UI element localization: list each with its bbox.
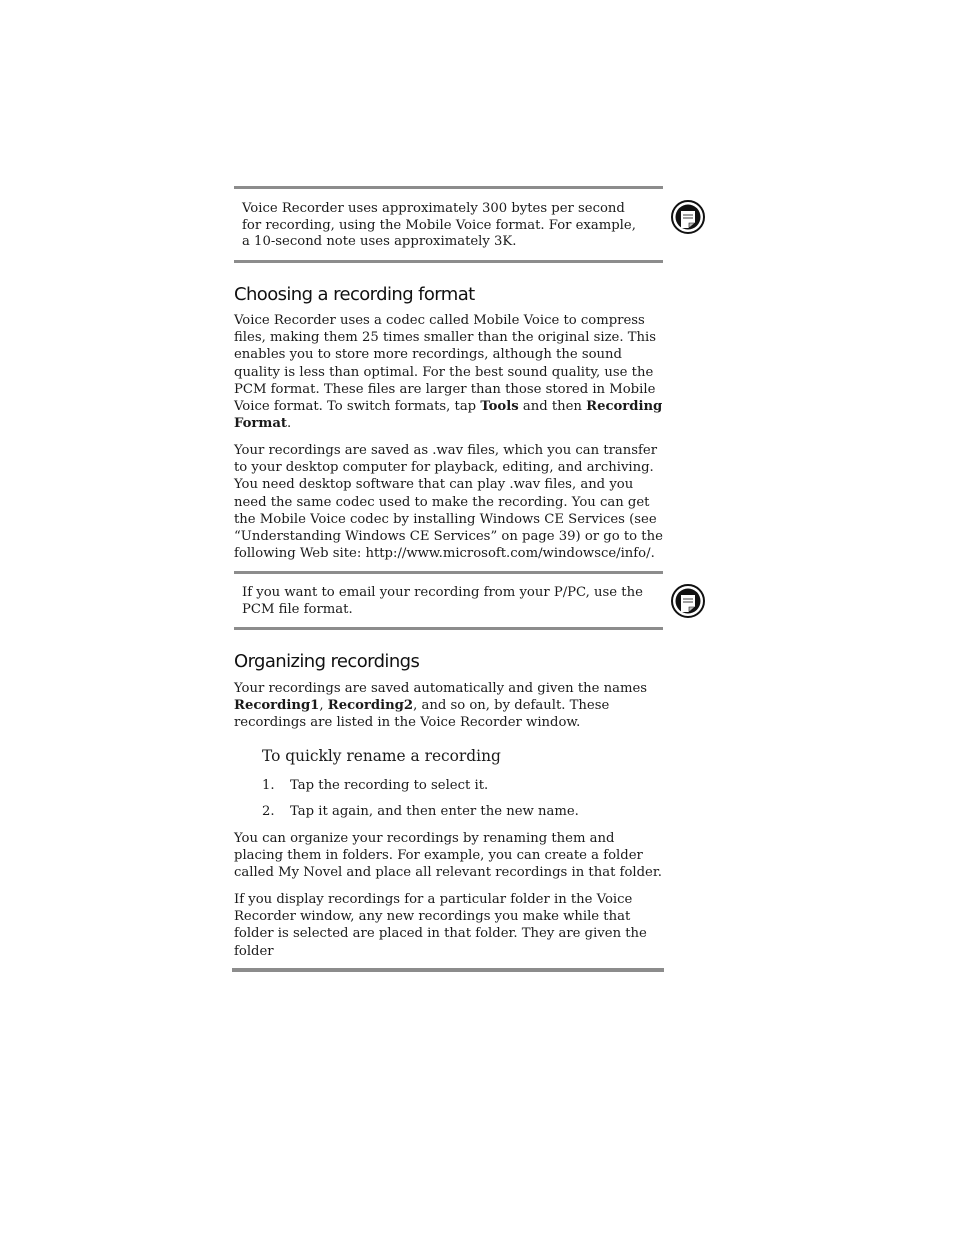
footer-rule bbox=[232, 968, 664, 972]
note-text: Voice Recorder uses approximately 300 bytes per second for recording, using the Mobile Voice format. For example, a 10-second note uses approximately 3K. bbox=[242, 201, 636, 250]
list-item: 1. Tap the recording to select it. bbox=[262, 778, 489, 793]
paragraph: Your recordings are saved as .wav files, which you can transfer to your desktop computer for playback, editing, and archiving. You need desktop software that can play .wav files, and you need the same codec used to make the recording. You can get the Mobile Voice codec by installing Windows CE Services (see “Understanding Windows CE Services” on page 39) or go to the following Web site: http://www.microsoft.com/windowsce/info/. bbox=[234, 443, 663, 562]
note-text: If you want to email your recording from your P/PC, use the PCM file format. bbox=[242, 585, 643, 617]
section-heading: Choosing a recording format bbox=[234, 284, 475, 305]
section-heading: Organizing recordings bbox=[234, 651, 420, 672]
paragraph: Your recordings are saved automatically and given the names Recording1, Recording2, and so on, by default. These recordings are listed in the Voice Recorder window. bbox=[234, 681, 648, 731]
bold-term: Recording Format bbox=[234, 399, 663, 432]
procedure-title: To quickly rename a recording bbox=[262, 747, 501, 765]
bold-term: Recording2 bbox=[327, 698, 414, 714]
bold-term: Tools bbox=[480, 399, 519, 415]
note-icon bbox=[670, 583, 706, 619]
paragraph: You can organize your recordings by renaming them and placing them in folders. For example, you can create a folder called My Novel and place all relevant recordings in that folder. bbox=[234, 831, 662, 881]
note-bottom-rule bbox=[234, 627, 663, 630]
note-top-rule bbox=[234, 571, 663, 574]
paragraph: Voice Recorder uses a codec called Mobile Voice to compress files, making them 25 times smaller than the original size. This enables you to store more recordings, although the sound quality is less than optimal. For the best sound quality, use the PCM format. These files are larger than those stored in Mobile Voice format. To switch formats, tap Tools and then Recording Format. bbox=[234, 313, 663, 432]
note-bottom-rule bbox=[234, 260, 663, 263]
note-icon bbox=[670, 199, 706, 235]
bold-term: Recording1 bbox=[234, 698, 320, 714]
note-top-rule bbox=[234, 186, 663, 189]
paragraph: If you display recordings for a particular folder in the Voice Recorder window, any new recordings you make while that folder is selected are placed in that folder. They are given the folder bbox=[234, 892, 647, 959]
list-item: 2. Tap it again, and then enter the new name. bbox=[262, 804, 579, 819]
